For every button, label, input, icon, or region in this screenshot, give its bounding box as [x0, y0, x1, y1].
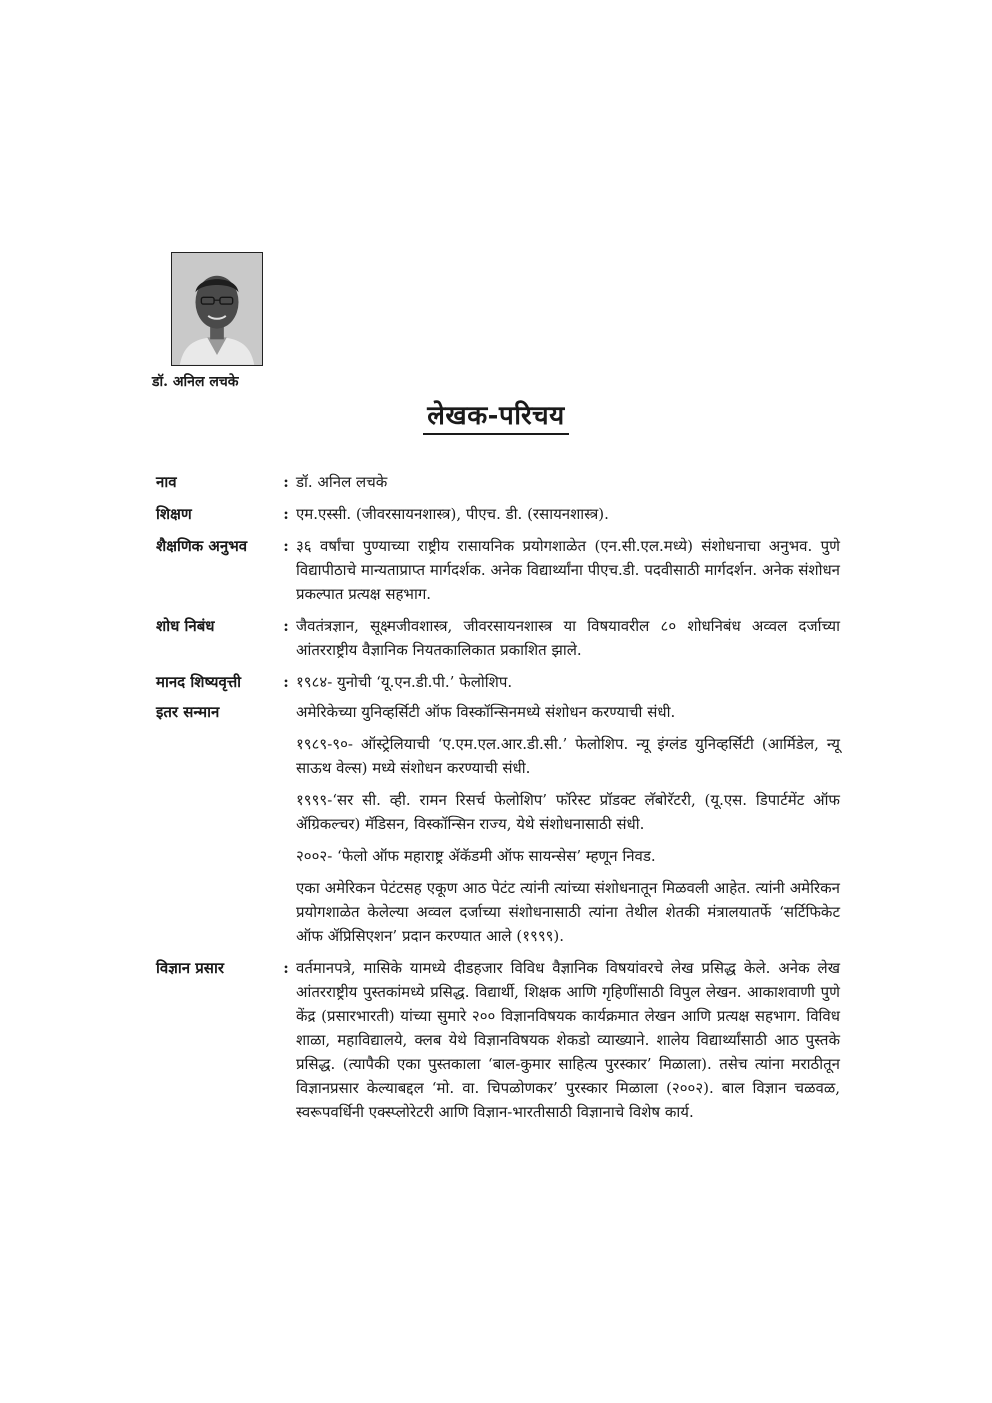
row-text: १९८९-९०- ऑस्ट्रेलियाची ‘ए.एम.एल.आर.डी.सी.’ फेलोशिप. न्यू इंग्लंड युनिव्हर्सिटी (आर्मिडेल, न्यू साऊथ वेल्स) मध्ये संशोधन करण्याची संधी. [296, 735, 840, 777]
row-colon: : [283, 505, 289, 523]
profile-row-education [156, 502, 840, 526]
row-content [296, 534, 840, 606]
row-text: १९८४- युनोची ‘यू.एन.डी.पी.’ फेलोशिप. [296, 673, 513, 691]
row-colon: : [283, 673, 289, 691]
profile-row-research-papers [156, 614, 840, 662]
row-text: जैवतंत्रज्ञान, सूक्ष्मजीवशास्त्र, जीवरसायनशास्त्र या विषयावरील ८० शोधनिबंध अव्वल दर्जाच्या आंतरराष्ट्रीय वैज्ञानिक नियतकालिकात प्रकाशित झाले. [296, 617, 840, 659]
page-title-text: लेखक-परिचय [423, 401, 568, 435]
author-portrait-image [172, 253, 262, 365]
profile-details [156, 470, 840, 1124]
row-colon: : [283, 473, 289, 491]
profile-row-honorary-fellowship [156, 670, 840, 694]
row-content [296, 956, 840, 1124]
row-text: डॉ. अनिल लचके [296, 473, 388, 491]
row-text: वर्तमानपत्रे, मासिके यामध्ये दीडहजार विविध वैज्ञानिक विषयांवरचे लेख प्रसिद्ध केले. अनेक लेख आंतरराष्ट्रीय पुस्तकांमध्ये प्रसिद्ध. विद्यार्थी, शिक्षक आणि गृहिणींसाठी विपुल लेखन. आकाशवाणी पुणे केंद्र (प्रसारभारती) यांच्या सुमारे २०० विज्ञानविषयक कार्यक्रमात लेखन आणि प्रत्यक्ष सहभाग. विविध शाळा, महाविद्यालये, क्लब येथे विज्ञानविषयक शेकडो व्याख्याने. शालेय विद्यार्थ्यांसाठी आठ पुस्तके प्रसिद्ध. (त्यापैकी एका पुस्तकाला ‘बाल-कुमार साहित्य पुरस्कार’ मिळाला). तसेच त्यांना मराठीतून विज्ञानप्रसार केल्याबद्दल ‘मो. वा. चिपळोणकर’ पुरस्कार मिळाला (२००२). बाल विज्ञान चळवळ, स्वरूपवर्धिनी एक्स्प्लोरेटरी आणि विज्ञान-भारतीसाठी विज्ञानाचे विशेष कार्य. [296, 959, 840, 1121]
row-label: शैक्षणिक अनुभव [156, 537, 248, 555]
row-text: २००२- ‘फेलो ऑफ महाराष्ट्र ॲकॅडमी ऑफ सायन्सेस’ म्हणून निवड. [296, 847, 656, 865]
row-content [296, 700, 840, 948]
row-text: ३६ वर्षांचा पुण्याच्या राष्ट्रीय रासायनिक प्रयोगशाळेत (एन.सी.एल.मध्ये) संशोधनाचा अनुभव. पुणे विद्यापीठाचे मान्यताप्राप्त मार्गदर्शक. अनेक विद्यार्थ्यांना पीएच.डी. पदवीसाठी मार्गदर्शन. अनेक संशोधन प्रकल्पात प्रत्यक्ष सहभाग. [296, 537, 840, 603]
author-caption: डॉ. अनिल लचके [152, 374, 239, 390]
row-label: इतर सन्मान [156, 703, 220, 721]
row-content [296, 670, 840, 694]
row-text: एम.एस्सी. (जीवरसायनशास्त्र), पीएच. डी. (रसायनशास्त्र). [296, 505, 609, 523]
row-text: अमेरिकेच्या युनिव्हर्सिटी ऑफ विस्कॉन्सिनमध्ये संशोधन करण्याची संधी. [296, 703, 676, 721]
row-colon: : [283, 959, 289, 977]
author-photo [171, 252, 263, 366]
row-label: मानद शिष्यवृत्ती [156, 673, 242, 691]
row-label: शोध निबंध [156, 617, 215, 635]
row-text: एका अमेरिकन पेटंटसह एकूण आठ पेटंट त्यांनी त्यांच्या संशोधनातून मिळवली आहेत. त्यांनी अमेरिकन प्रयोगशाळेत केलेल्या अव्वल दर्जाच्या संशोधनासाठी त्यांना तेथील शेतकी मंत्रालयातर्फे ‘सर्टिफिकेट ऑफ ॲप्रिसिएशन’ प्रदान करण्यात आले (१९९९). [296, 879, 840, 945]
row-content [296, 470, 840, 494]
profile-row-academic-experience [156, 534, 840, 606]
profile-row-name [156, 470, 840, 494]
row-text: १९९९-‘सर सी. व्ही. रामन रिसर्च फेलोशिप’ फॉरेस्ट प्रॉडक्ट लॅबोरॅटरी, (यू.एस. डिपार्टमेंट ऑफ ॲग्रिकल्चर) मॅडिसन, विस्कॉन्सिन राज्य, येथे संशोधनासाठी संधी. [296, 791, 840, 833]
profile-row-science-outreach [156, 956, 840, 1124]
page-title [0, 396, 992, 432]
row-colon: : [283, 537, 289, 555]
row-content [296, 502, 840, 526]
row-label: विज्ञान प्रसार [156, 959, 224, 977]
row-content [296, 614, 840, 662]
profile-row-other-honours [156, 700, 840, 948]
row-label: नाव [156, 473, 177, 491]
row-label: शिक्षण [156, 505, 192, 523]
row-colon: : [283, 617, 289, 635]
